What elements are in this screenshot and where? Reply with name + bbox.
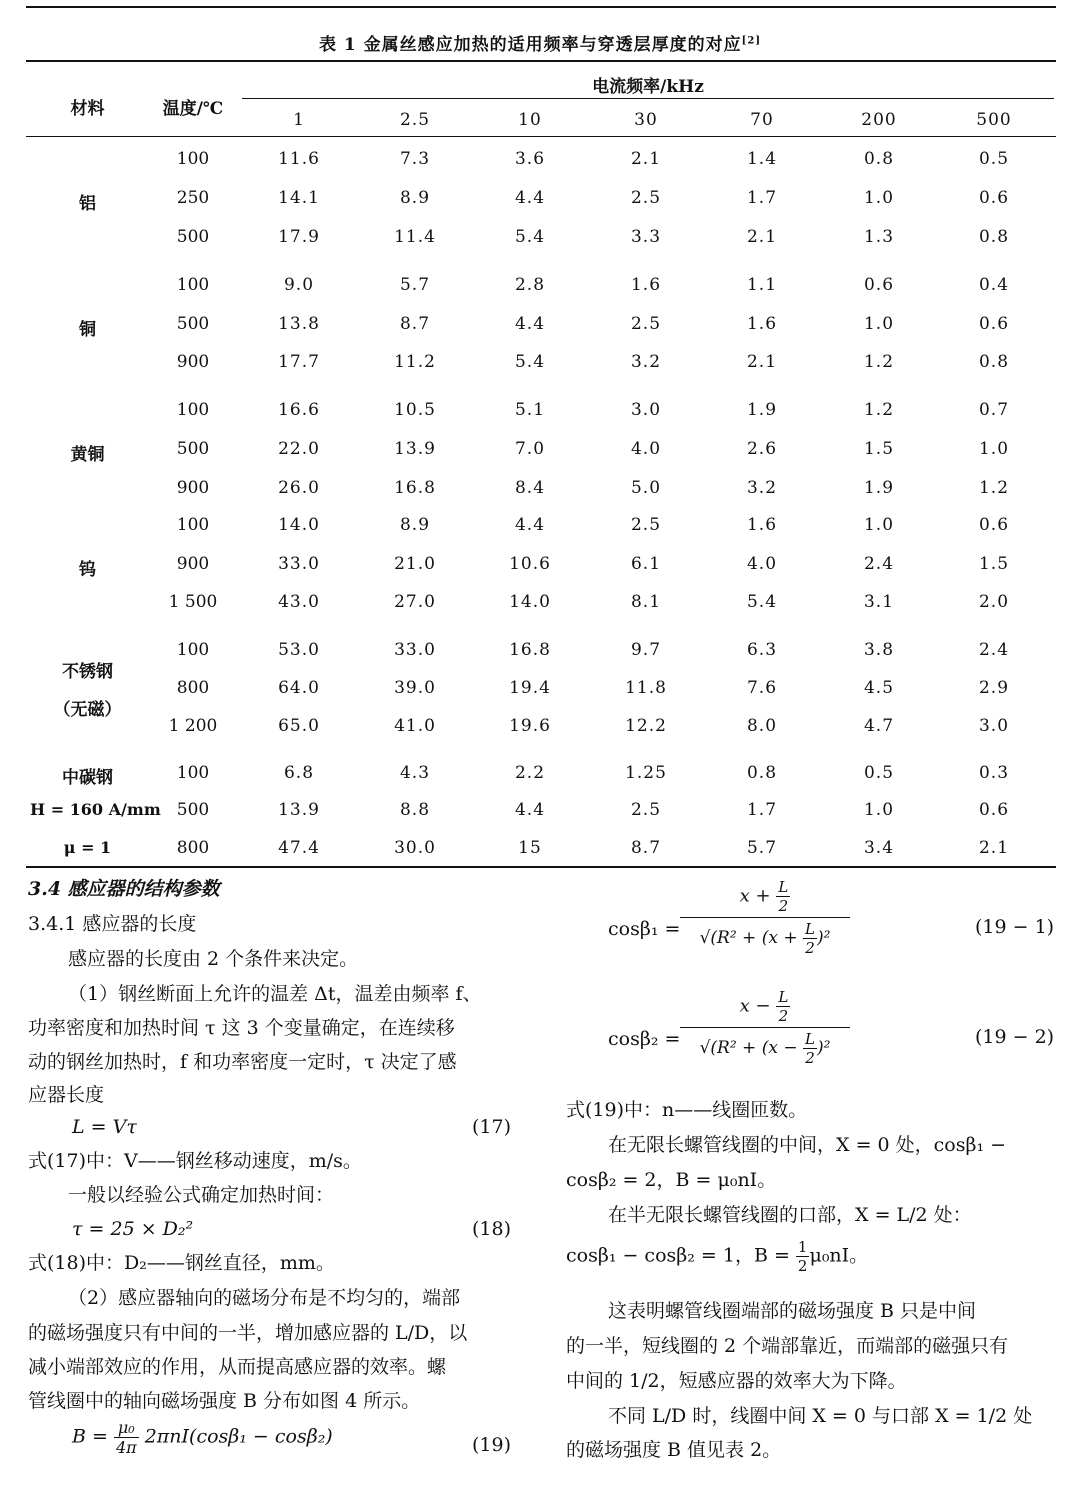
material-label: 黄铜 <box>70 445 105 465</box>
depth-value-cell: 2.5 <box>630 515 662 535</box>
depth-value-cell: 1.5 <box>863 439 895 459</box>
depth-value-cell: 16.8 <box>394 478 436 498</box>
material-label: 钨 <box>79 560 96 580</box>
depth-value-cell: 4.0 <box>746 554 778 574</box>
depth-value-cell: 6.1 <box>630 554 662 574</box>
material-label: 铝 <box>79 194 96 214</box>
top-rule <box>26 6 1056 8</box>
depth-value-cell: 6.3 <box>746 640 778 660</box>
temperature-cell: 100 <box>176 275 210 295</box>
square-close: )² <box>816 928 831 948</box>
paragraph-7-line-3: 中间的 1/2，短感应器的效率大为下降。 <box>566 1370 907 1392</box>
equation-19 <box>72 1418 333 1457</box>
depth-value-cell: 1.2 <box>863 400 895 420</box>
depth-value-cell: 8.7 <box>399 314 431 334</box>
depth-value-cell: 2.1 <box>746 227 778 247</box>
depth-value-cell: 10.5 <box>394 400 436 420</box>
depth-value-cell: 19.4 <box>509 678 551 698</box>
frac-L: L <box>778 878 789 896</box>
depth-value-cell: 0.3 <box>978 763 1010 783</box>
depth-value-cell: 39.0 <box>394 678 436 698</box>
depth-value-cell: 65.0 <box>278 716 320 736</box>
depth-value-cell: 0.7 <box>978 400 1010 420</box>
depth-value-cell: 2.5 <box>630 188 662 208</box>
depth-value-cell: 15 <box>518 838 542 858</box>
depth-value-cell: 11.6 <box>278 149 320 169</box>
depth-value-cell: 1.0 <box>863 515 895 535</box>
depth-value-cell: 1.2 <box>863 352 895 372</box>
eq191-num-text: x + <box>739 885 771 907</box>
material-label: 铜 <box>79 320 96 340</box>
temperature-cell: 500 <box>176 439 210 459</box>
depth-value-cell: 14.1 <box>278 188 320 208</box>
paragraph-6-line-2 <box>566 1238 868 1275</box>
depth-value-cell: 2.1 <box>630 149 662 169</box>
equation-17-number: (17) <box>472 1116 512 1138</box>
temperature-cell: 800 <box>176 678 210 698</box>
eq191-den-half <box>803 920 817 957</box>
material-label: μ = 1 <box>63 838 112 857</box>
equation-19-1-denominator <box>680 920 850 957</box>
frequency-column-header: 1 <box>293 110 305 130</box>
equation-19-1-number: (19 − 1) <box>975 916 1055 938</box>
depth-value-cell: 3.8 <box>863 640 895 660</box>
caption-text: 表 1 金属丝感应加热的适用频率与穿透层厚度的对应 <box>318 35 742 55</box>
depth-value-cell: 5.1 <box>514 400 546 420</box>
depth-value-cell: 21.0 <box>394 554 436 574</box>
equation-19-2-denominator <box>680 1030 850 1067</box>
depth-value-cell: 8.9 <box>399 188 431 208</box>
depth-value-cell: 2.8 <box>514 275 546 295</box>
depth-value-cell: 1.2 <box>978 478 1010 498</box>
depth-value-cell: 4.3 <box>399 763 431 783</box>
equation-19-2-lhs: cosβ₂ = <box>608 1028 681 1050</box>
depth-value-cell: 2.5 <box>630 314 662 334</box>
depth-value-cell: 19.6 <box>509 716 551 736</box>
frequency-column-header: 70 <box>750 110 774 130</box>
depth-value-cell: 1.6 <box>630 275 662 295</box>
depth-value-cell: 17.7 <box>278 352 320 372</box>
depth-value-cell: 1.3 <box>863 227 895 247</box>
equation-19-2-numerator <box>680 988 850 1028</box>
depth-value-cell: 12.2 <box>625 716 667 736</box>
paragraph-4-line-3: 减小端部效应的作用，从而提高感应器的效率。螺 <box>28 1356 447 1378</box>
depth-value-cell: 4.4 <box>514 188 546 208</box>
depth-value-cell: 0.8 <box>978 352 1010 372</box>
depth-value-cell: 0.8 <box>863 149 895 169</box>
depth-value-cell: 2.5 <box>630 800 662 820</box>
depth-value-cell: 8.0 <box>746 716 778 736</box>
depth-value-cell: 9.0 <box>283 275 315 295</box>
eq191-den-text: √(R² + (x + <box>699 928 798 948</box>
paragraph-5-line-1: 在无限长螺管线圈的中间，X = 0 处，cosβ₁ − <box>608 1134 1007 1156</box>
depth-value-cell: 1.25 <box>625 763 667 783</box>
depth-value-cell: 1.0 <box>863 314 895 334</box>
depth-value-cell: 9.7 <box>630 640 662 660</box>
paragraph-6-line-1: 在半无限长螺管线圈的口部，X = L/2 处： <box>608 1204 972 1226</box>
depth-value-cell: 2.2 <box>514 763 546 783</box>
depth-value-cell: 4.4 <box>514 800 546 820</box>
material-label: H = 160 A/mm <box>30 800 161 819</box>
depth-value-cell: 11.2 <box>394 352 436 372</box>
paragraph-8-line-1: 不同 L/D 时，线圈中间 X = 0 与口部 X = 1/2 处 <box>608 1405 1033 1427</box>
header-bottom-rule <box>26 136 1056 137</box>
paragraph-2-line-1: （1）钢丝断面上允许的温差 Δt，温差由频率 f、 <box>68 983 482 1005</box>
depth-value-cell: 7.6 <box>746 678 778 698</box>
depth-value-cell: 14.0 <box>278 515 320 535</box>
paragraph-1: 感应器的长度由 2 个条件来决定。 <box>68 948 359 970</box>
depth-value-cell: 2.9 <box>978 678 1010 698</box>
table-top-rule <box>26 60 1056 62</box>
depth-value-cell: 1.0 <box>863 188 895 208</box>
depth-value-cell: 8.4 <box>514 478 546 498</box>
equation-19-fraction <box>114 1418 139 1457</box>
depth-value-cell: 27.0 <box>394 592 436 612</box>
depth-value-cell: 3.6 <box>514 149 546 169</box>
depth-value-cell: 1.0 <box>863 800 895 820</box>
eq192-num-text: x − <box>739 995 771 1017</box>
equation-19-1-lhs: cosβ₁ = <box>608 918 681 940</box>
depth-value-cell: 30.0 <box>394 838 436 858</box>
depth-value-cell: 3.0 <box>630 400 662 420</box>
depth-value-cell: 3.2 <box>630 352 662 372</box>
section-3-4-heading: 3.4 感应器的结构参数 <box>28 878 220 900</box>
temperature-cell: 500 <box>176 227 210 247</box>
paragraph-4-line-4: 管线圈中的轴向磁场强度 B 分布如图 4 所示。 <box>28 1390 421 1412</box>
depth-value-cell: 1.7 <box>746 800 778 820</box>
equation-19-denominator: 4π <box>115 1438 137 1457</box>
header-frequency-group: 电流频率/kHz <box>592 77 704 97</box>
paragraph-2-line-4: 应器长度 <box>28 1084 105 1106</box>
frac-2: 2 <box>805 939 815 957</box>
depth-value-cell: 7.0 <box>514 439 546 459</box>
depth-value-cell: 22.0 <box>278 439 320 459</box>
paragraph-7-line-2: 的一半，短线圈的 2 个端部靠近，而端部的磁强只有 <box>566 1335 1009 1357</box>
depth-value-cell: 3.2 <box>746 478 778 498</box>
depth-value-cell: 5.4 <box>514 352 546 372</box>
depth-value-cell: 8.8 <box>399 800 431 820</box>
depth-value-cell: 5.7 <box>746 838 778 858</box>
frequency-column-header: 10 <box>518 110 542 130</box>
depth-value-cell: 13.9 <box>394 439 436 459</box>
depth-value-cell: 1.7 <box>746 188 778 208</box>
temperature-cell: 900 <box>176 478 210 498</box>
depth-value-cell: 2.0 <box>978 592 1010 612</box>
depth-value-cell: 0.5 <box>978 149 1010 169</box>
material-label: 中碳钢 <box>62 768 113 788</box>
depth-value-cell: 53.0 <box>278 640 320 660</box>
equation-19-1-fraction <box>680 878 850 957</box>
temperature-cell: 100 <box>176 400 210 420</box>
depth-value-cell: 3.3 <box>630 227 662 247</box>
equation-18-number: (18) <box>472 1218 512 1240</box>
depth-value-cell: 17.9 <box>278 227 320 247</box>
depth-value-cell: 0.6 <box>978 314 1010 334</box>
depth-value-cell: 1.9 <box>746 400 778 420</box>
frequency-group-rule <box>242 98 1054 99</box>
temperature-cell: 500 <box>176 800 210 820</box>
depth-value-cell: 13.8 <box>278 314 320 334</box>
depth-value-cell: 1.1 <box>746 275 778 295</box>
paragraph-6-line-2b: μ₀nI。 <box>809 1244 869 1267</box>
depth-value-cell: 10.6 <box>509 554 551 574</box>
eq192-den-text: √(R² + (x − <box>699 1038 798 1058</box>
depth-value-cell: 16.6 <box>278 400 320 420</box>
depth-value-cell: 2.1 <box>978 838 1010 858</box>
frequency-column-header: 500 <box>976 110 1012 130</box>
header-temperature: 温度/℃ <box>162 99 224 119</box>
eq192-num-half <box>776 988 790 1025</box>
temperature-cell: 900 <box>176 352 210 372</box>
depth-value-cell: 33.0 <box>394 640 436 660</box>
half-denominator: 2 <box>797 1257 808 1275</box>
depth-value-cell: 11.4 <box>394 227 436 247</box>
eq192-den-half <box>803 1030 817 1067</box>
equation-19-numerator: μ₀ <box>114 1418 139 1438</box>
depth-value-cell: 14.0 <box>509 592 551 612</box>
paragraph-6-line-2a: cosβ₁ − cosβ₂ = 1，B = <box>566 1244 790 1267</box>
temperature-cell: 1 200 <box>168 716 218 736</box>
depth-value-cell: 0.5 <box>863 763 895 783</box>
material-label: 不锈钢 <box>62 662 113 682</box>
depth-value-cell: 13.9 <box>278 800 320 820</box>
equation-19-definition: 式(19)中：n——线圈匝数。 <box>566 1099 808 1121</box>
depth-value-cell: 64.0 <box>278 678 320 698</box>
frac-2: 2 <box>805 1049 815 1067</box>
caption-reference: [2] <box>741 35 762 47</box>
depth-value-cell: 5.4 <box>746 592 778 612</box>
depth-value-cell: 0.6 <box>863 275 895 295</box>
depth-value-cell: 1.6 <box>746 515 778 535</box>
temperature-cell: 100 <box>176 763 210 783</box>
depth-value-cell: 1.5 <box>978 554 1010 574</box>
equation-19-lhs: B = <box>72 1425 108 1448</box>
depth-value-cell: 1.9 <box>863 478 895 498</box>
depth-value-cell: 8.9 <box>399 515 431 535</box>
temperature-cell: 100 <box>176 515 210 535</box>
equation-19-rhs: 2πnI(cosβ₁ − cosβ₂) <box>144 1425 333 1448</box>
depth-value-cell: 5.7 <box>399 275 431 295</box>
equation-18-definition: 式(18)中：D₂——钢丝直径，mm。 <box>28 1252 335 1274</box>
section-3-4-1-heading: 3.4.1 感应器的长度 <box>28 913 197 935</box>
equation-19-1-numerator <box>680 878 850 918</box>
temperature-cell: 500 <box>176 314 210 334</box>
depth-value-cell: 2.1 <box>746 352 778 372</box>
depth-value-cell: 47.4 <box>278 838 320 858</box>
depth-value-cell: 5.0 <box>630 478 662 498</box>
depth-value-cell: 4.0 <box>630 439 662 459</box>
square-close: )² <box>816 1038 831 1058</box>
temperature-cell: 100 <box>176 149 210 169</box>
table-bottom-rule <box>26 866 1056 868</box>
depth-value-cell: 1.4 <box>746 149 778 169</box>
depth-value-cell: 0.8 <box>746 763 778 783</box>
material-label: （无磁） <box>53 700 122 720</box>
table-caption <box>0 30 1080 55</box>
paragraph-4-line-1: （2）感应器轴向的磁场分布是不均匀的，端部 <box>68 1287 461 1309</box>
frequency-column-header: 30 <box>634 110 658 130</box>
frequency-column-header: 2.5 <box>399 110 431 130</box>
half-fraction <box>796 1238 810 1275</box>
depth-value-cell: 2.6 <box>746 439 778 459</box>
depth-value-cell: 16.8 <box>509 640 551 660</box>
depth-value-cell: 0.6 <box>978 515 1010 535</box>
frac-L: L <box>778 988 789 1006</box>
depth-value-cell: 3.0 <box>978 716 1010 736</box>
eq191-num-half <box>776 878 790 915</box>
paragraph-7-line-1: 这表明螺管线圈端部的磁场强度 B 只是中间 <box>608 1300 977 1322</box>
equation-19-2-number: (19 − 2) <box>975 1026 1055 1048</box>
depth-value-cell: 2.4 <box>863 554 895 574</box>
equation-17-definition: 式(17)中：V——钢丝移动速度，m/s。 <box>28 1150 362 1172</box>
paragraph-4-line-2: 的磁场强度只有中间的一半，增加感应器的 L/D，以 <box>28 1322 468 1344</box>
paragraph-5-line-2: cosβ₂ = 2，B = μ₀nI。 <box>566 1169 777 1191</box>
depth-value-cell: 6.8 <box>283 763 315 783</box>
depth-value-cell: 43.0 <box>278 592 320 612</box>
equation-17: L = Vτ <box>72 1116 137 1138</box>
depth-value-cell: 11.8 <box>625 678 667 698</box>
temperature-cell: 900 <box>176 554 210 574</box>
depth-value-cell: 7.3 <box>399 149 431 169</box>
depth-value-cell: 2.4 <box>978 640 1010 660</box>
depth-value-cell: 0.6 <box>978 800 1010 820</box>
depth-value-cell: 8.7 <box>630 838 662 858</box>
equation-19-number: (19) <box>472 1434 512 1456</box>
depth-value-cell: 5.4 <box>514 227 546 247</box>
depth-value-cell: 3.1 <box>863 592 895 612</box>
depth-value-cell: 4.7 <box>863 716 895 736</box>
equation-18: τ = 25 × D₂² <box>72 1218 194 1240</box>
depth-value-cell: 1.0 <box>978 439 1010 459</box>
depth-value-cell: 4.4 <box>514 314 546 334</box>
frac-2: 2 <box>778 1007 789 1025</box>
depth-value-cell: 4.5 <box>863 678 895 698</box>
temperature-cell: 100 <box>176 640 210 660</box>
depth-value-cell: 4.4 <box>514 515 546 535</box>
depth-value-cell: 33.0 <box>278 554 320 574</box>
paragraph-8-line-2: 的磁场强度 B 值见表 2。 <box>566 1439 782 1461</box>
paragraph-2-line-2: 功率密度和加热时间 τ 这 3 个变量确定，在连续移 <box>28 1017 455 1039</box>
depth-value-cell: 0.6 <box>978 188 1010 208</box>
paragraph-2-line-3: 动的钢丝加热时，f 和功率密度一定时，τ 决定了感 <box>28 1051 457 1073</box>
half-numerator: 1 <box>797 1238 808 1256</box>
depth-value-cell: 26.0 <box>278 478 320 498</box>
frac-L: L <box>804 1030 815 1048</box>
depth-value-cell: 3.4 <box>863 838 895 858</box>
temperature-cell: 250 <box>176 188 210 208</box>
frac-L: L <box>804 920 815 938</box>
paragraph-3: 一般以经验公式确定加热时间： <box>68 1184 335 1206</box>
frac-2: 2 <box>778 897 789 915</box>
temperature-cell: 1 500 <box>168 592 218 612</box>
depth-value-cell: 1.6 <box>746 314 778 334</box>
depth-value-cell: 8.1 <box>630 592 662 612</box>
depth-value-cell: 41.0 <box>394 716 436 736</box>
depth-value-cell: 0.4 <box>978 275 1010 295</box>
header-material: 材料 <box>70 99 105 119</box>
depth-value-cell: 0.8 <box>978 227 1010 247</box>
temperature-cell: 800 <box>176 838 210 858</box>
frequency-column-header: 200 <box>861 110 897 130</box>
equation-19-2-fraction <box>680 988 850 1067</box>
